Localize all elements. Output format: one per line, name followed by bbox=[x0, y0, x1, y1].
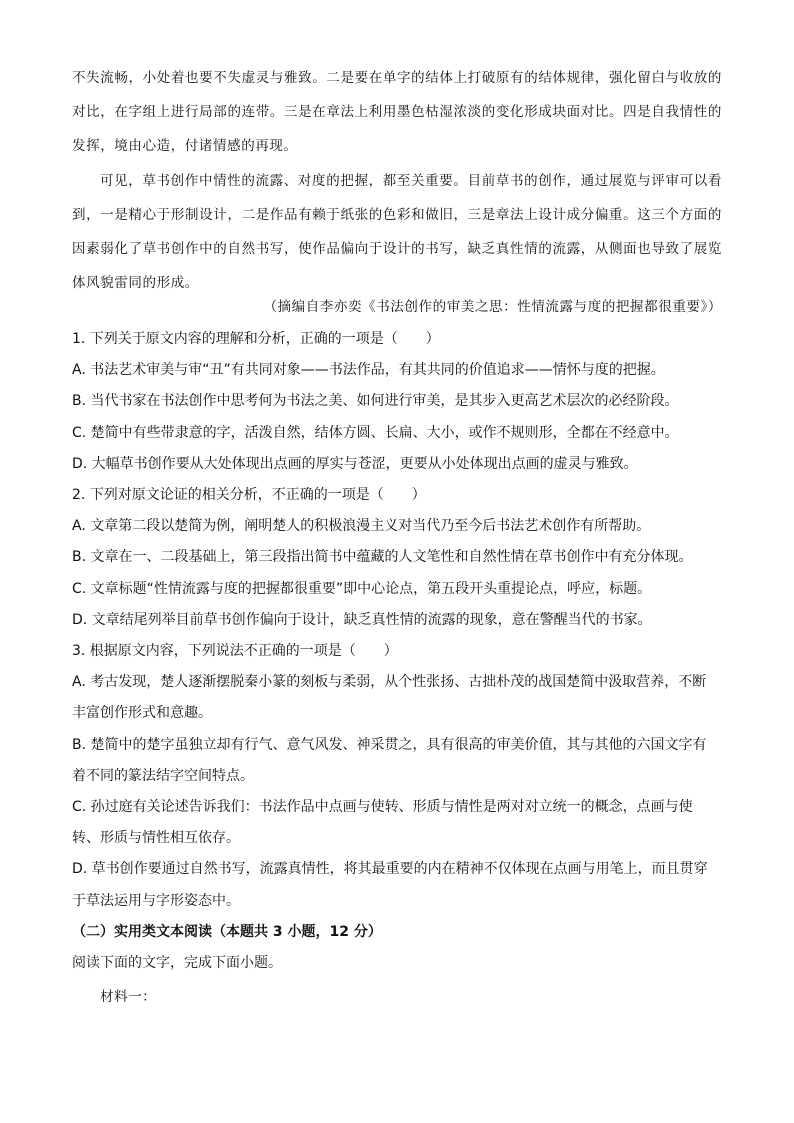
passage-paragraph-2: 可见，草书创作中情性的流露、对度的把握，都至关重要。目前草书的创作，通过展览与评审可以看到，一是精心于形制设计，二是作品有赖于纸张的色彩和做旧，三是章法上设计成分偏重。这三个方面的因素弱化了草书创作中的自然书写，使作品偏向于设计的书写，缺乏真性情的流露，从侧面也导致了展览体风貌雷同的形成。 bbox=[72, 173, 722, 291]
question-3-option-b-line-2: 着不同的篆法结字空间特点。 bbox=[72, 768, 254, 784]
question-3-stem: 3. 根据原文内容，下列说法不正确的一项是（ ） bbox=[72, 643, 398, 659]
question-2-option-c: C. 文章标题“性情流露与度的把握都很重要”即中心论点，第五段开头重提论点，呼应，标题。 bbox=[72, 581, 652, 597]
question-3-option-d-line-2: 于草法运用与字形姿态中。 bbox=[72, 893, 240, 909]
question-3-option-d-line-1: D. 草书创作要通过自然书写，流露真情性，将其最重要的内在精神不仅体现在点画与用笔上，而且贯穿 bbox=[72, 861, 708, 877]
question-3-option-b-line-1: B. 楚简中的楚字虽独立却有行气、意气风发、神采贯之，具有很高的审美价值，其与其他的六国文字有 bbox=[72, 737, 707, 753]
question-3-option-a-line-2: 丰富创作形式和意趣。 bbox=[72, 705, 212, 721]
question-3-option-c-line-1: C. 孙过庭有关论述告诉我们：书法作品中点画与使转、形质与情性是两对对立统一的概念，点画与使 bbox=[72, 799, 693, 815]
passage-source: （摘编自李亦奕《书法创作的审美之思：性情流露与度的把握都很重要》） bbox=[263, 299, 722, 315]
question-1-option-a: A. 书法艺术审美与审“丑”有共同对象——书法作品，有其共同的价值追求——情怀与度的把握。 bbox=[72, 362, 665, 378]
question-1-option-b: B. 当代书家在书法创作中思考何为书法之美、如何进行审美，是其步入更高艺术层次的必经阶段。 bbox=[72, 393, 679, 409]
question-2-option-b: B. 文章在一、二段基础上，第三段指出简书中蕴藏的人文笔性和自然性情在草书创作中有充分体现。 bbox=[72, 549, 693, 565]
question-1-option-c: C. 楚简中有些带隶意的字，活泼自然，结体方圆、长扁、大小，或作不规则形，全都在不经意中。 bbox=[72, 425, 679, 441]
question-2-stem: 2. 下列对原文论证的相关分析，不正确的一项是（ ） bbox=[72, 487, 426, 503]
question-1-stem: 1. 下列关于原文内容的理解和分析，正确的一项是（ ） bbox=[72, 331, 440, 347]
question-2-option-d: D. 文章结尾列举目前草书创作偏向于设计，缺乏真性情的流露的现象，意在警醒当代的书家。 bbox=[72, 612, 652, 628]
question-2-option-a: A. 文章第二段以楚简为例，阐明楚人的积极浪漫主义对当代乃至今后书法艺术创作有所帮助。 bbox=[72, 518, 651, 534]
section-instruction: 阅读下面的文字，完成下面小题。 bbox=[72, 955, 282, 971]
question-1-option-d: D. 大幅草书创作要从大处体现出点画的厚实与苍涩，更要从小处体现出点画的虚灵与雅致。 bbox=[72, 456, 638, 472]
passage-paragraph-1: 不失流畅，小处着也要不失虚灵与雅致。二是要在单字的结体上打破原有的结体规律，强化留白与收放的对比，在字组上进行局部的连带。三是在章法上利用墨色枯湿浓淡的变化形成块面对比。四是自我情性的发挥，境由心造，付诸情感的再现。 bbox=[72, 70, 722, 154]
question-3-option-a-line-1: A. 考古发现，楚人逐渐摆脱秦小篆的刻板与柔弱，从个性张扬、古拙朴茂的战国楚简中汲取营养，不断 bbox=[72, 674, 707, 690]
question-3-option-c-line-2: 转、形质与情性相互依存。 bbox=[72, 830, 240, 846]
material-label: 材料一： bbox=[100, 989, 157, 1005]
section-heading: （二）实用类文本阅读（本题共 3 小题，12 分） bbox=[72, 924, 382, 940]
